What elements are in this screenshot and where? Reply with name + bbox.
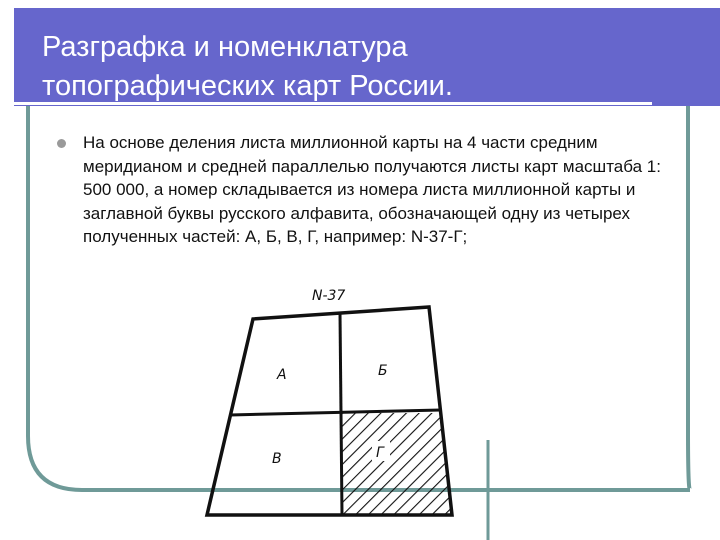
title-line-1: Разграфка и номенклатура [42,31,408,63]
map-sheet-diagram [195,280,465,540]
title-underline [14,102,652,105]
middle-meridian [340,313,342,515]
bullet-icon [57,139,66,148]
sheet-label: N-37 [312,288,346,304]
slide-title [42,28,453,106]
bullet-text: На основе деления листа миллионной карты на 4 части средним меридианом и средней параллелью получаются листы карт масштаба 1: 500 000, а номер складывается из номера листа миллионной карты и заглавной буквы русского алфавита, обозначающей одну из четырех полученных частей: А, Б, В, Г, например: N-37-Г; [83,133,661,246]
part-label-b: Б [378,363,388,379]
part-label-v: В [272,451,282,467]
part-label-g: Г [376,445,384,461]
title-bar [14,8,720,106]
part-label-a: А [277,367,287,383]
part-g-hatching [342,413,452,515]
title-line-2: топографических карт России. [42,70,453,102]
